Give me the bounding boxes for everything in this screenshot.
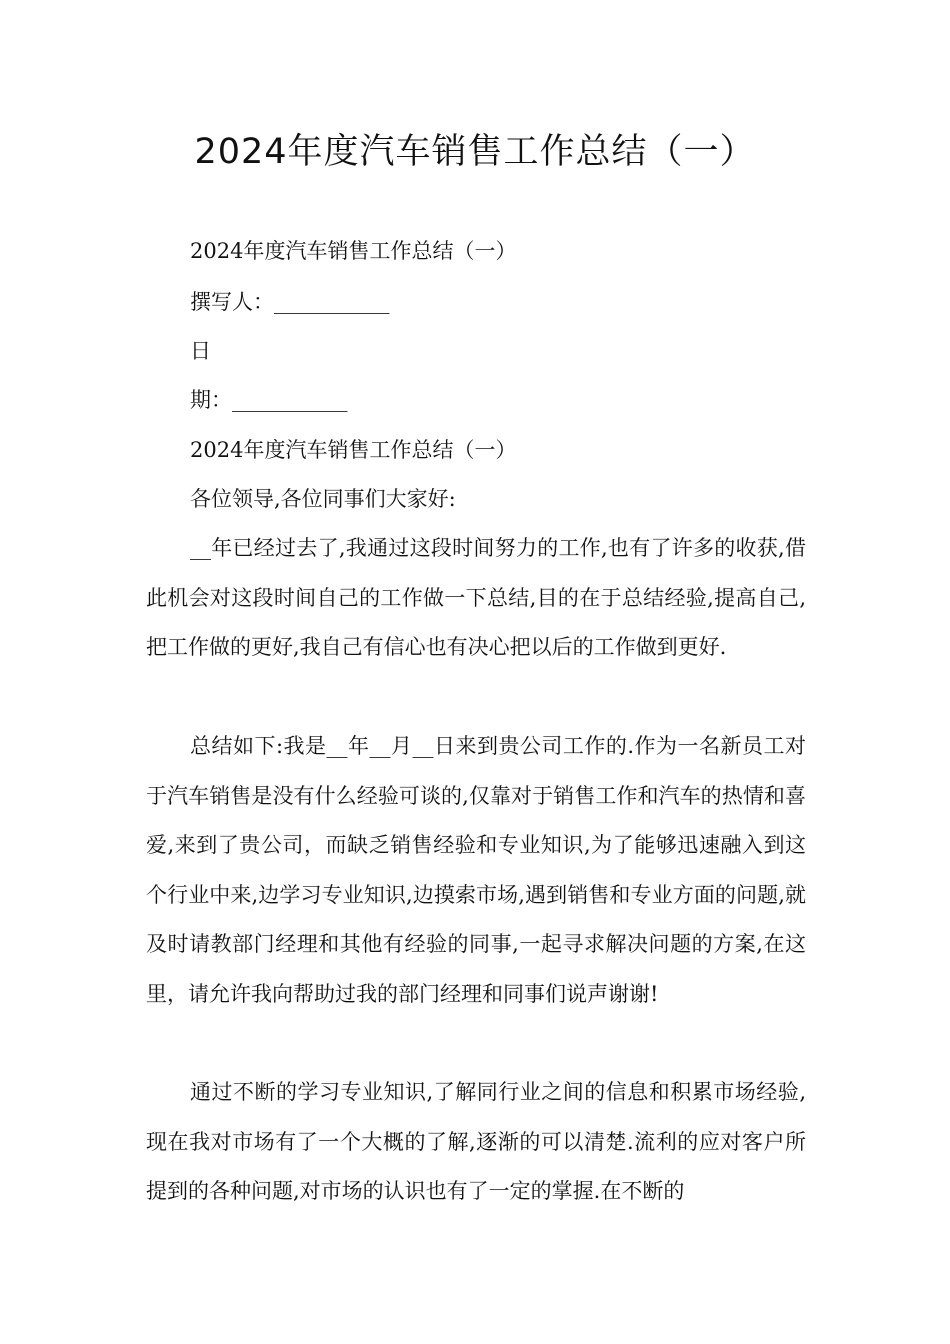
author-label: 撰写人： [190, 290, 274, 314]
author-line [190, 287, 390, 317]
paragraph-2: 总结如下:我是__年__月__日来到贵公司工作的.作为一名新员工对于汽车销售是没有什么经验可谈的,仅靠对于销售工作和汽车的热情和喜爱,来到了贵公司，而缺乏销售经验和专业知识,为了能够迅速融入到这个行业中来,边学习专业知识,边摸索市场,遇到销售和专业方面的问题,就及时请教部门经理和其他有经验的同事,一起寻求解决问题的方案,在这里，请允许我向帮助过我的部门经理和同事们说声谢谢! [146, 734, 806, 1006]
paragraph-3: 通过不断的学习专业知识,了解同行业之间的信息和积累市场经验,现在我对市场有了一个大概的了解,逐渐的可以清楚.流利的应对客户所提到的各种问题,对市场的认识也有了一定的掌握.在不断的 [146, 1080, 806, 1203]
author-blank: ___________ [274, 290, 390, 314]
header-repeat: 2024年度汽车销售工作总结（一） [190, 239, 517, 263]
date-label-first-char: 日 [190, 339, 211, 363]
date-line [190, 385, 348, 415]
greeting: 各位领导,各位同事们大家好: [190, 487, 456, 511]
document-title: 2024年度汽车销售工作总结（一） [194, 132, 756, 172]
date-label: 期： [190, 388, 232, 412]
subtitle-repeat: 2024年度汽车销售工作总结（一） [190, 438, 517, 462]
date-blank: ___________ [232, 388, 348, 412]
paragraph-1: __年已经过去了,我通过这段时间努力的工作,也有了许多的收获,借此机会对这段时间自己的工作做一下总结,目的在于总结经验,提高自己,把工作做的更好,我自己有信心也有决心把以后的工作做到更好. [146, 536, 806, 659]
